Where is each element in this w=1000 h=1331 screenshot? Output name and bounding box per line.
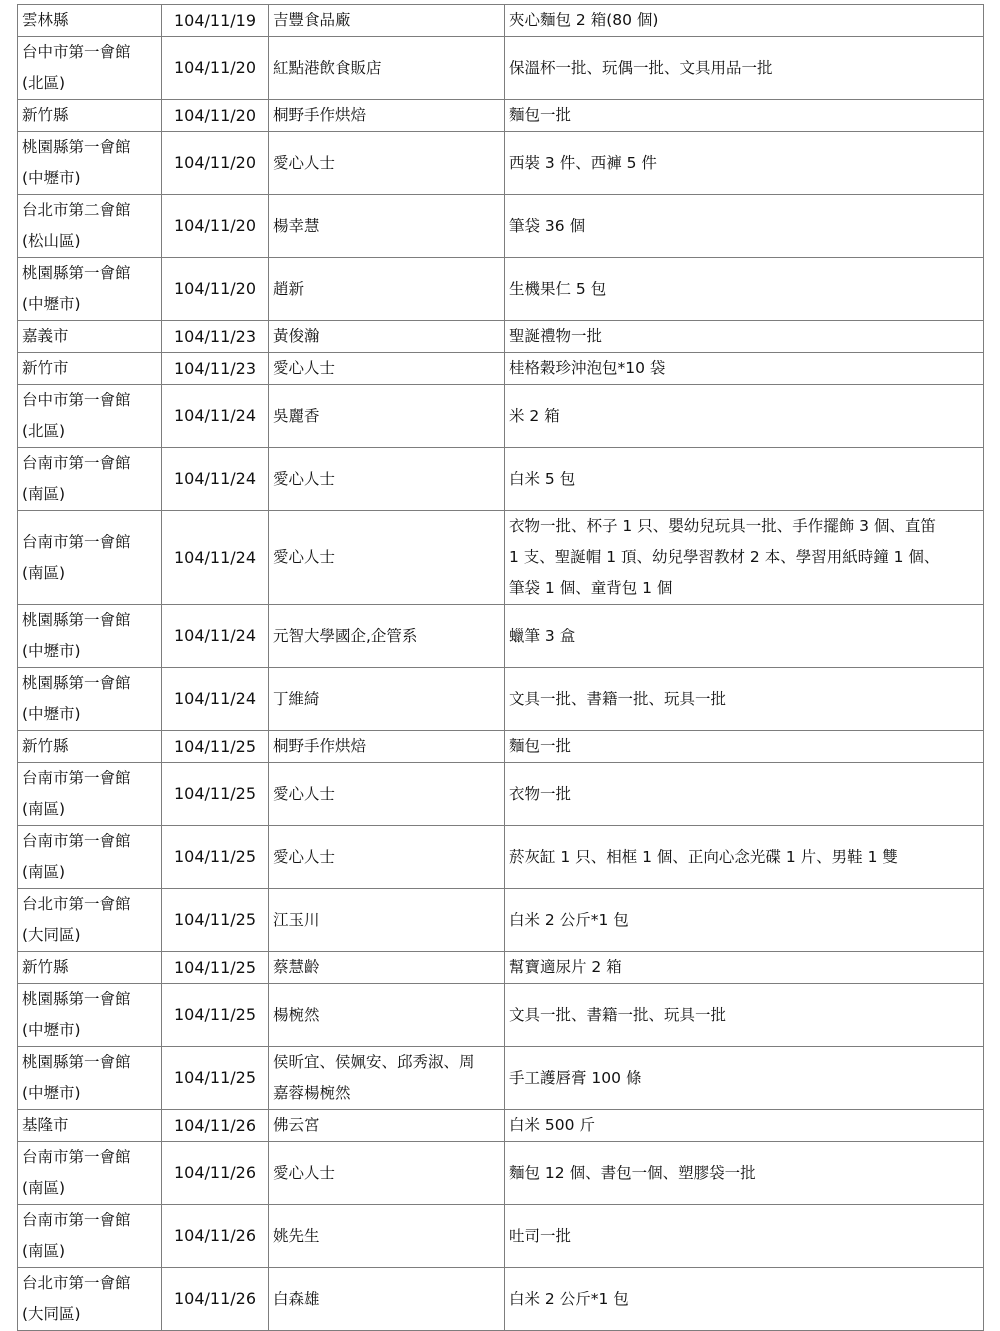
region-line: (南區) — [22, 863, 66, 881]
region-cell — [18, 668, 162, 731]
region-cell — [18, 258, 162, 321]
region-cell — [18, 1205, 162, 1268]
donor-line: 楊椀然 — [273, 1005, 320, 1024]
region-line: (南區) — [22, 563, 66, 582]
donor-cell — [269, 132, 505, 195]
table-row — [18, 826, 984, 889]
items-cell — [505, 1142, 984, 1205]
items-line: 白米 500 斤 — [509, 1116, 595, 1134]
items-line: 吐司一批 — [509, 1226, 572, 1245]
items-line: 手工護唇膏 100 條 — [509, 1068, 642, 1087]
region-line: 新竹縣 — [22, 958, 69, 976]
region-line: (中壢市) — [22, 705, 81, 723]
region-cell — [18, 605, 162, 668]
donor-line: 愛心人士 — [273, 359, 336, 377]
items-line: 筆袋 1 個、童背包 1 個 — [509, 579, 673, 597]
region-line: 桃園縣第一會館 — [22, 674, 131, 692]
region-line: 桃園縣第一會館 — [22, 264, 131, 282]
table-row — [18, 5, 984, 37]
date-cell: 104/11/25 — [162, 952, 269, 984]
table-row — [18, 984, 984, 1047]
region-cell — [18, 100, 162, 132]
donor-line: 桐野手作烘焙 — [273, 737, 367, 755]
table-row — [18, 321, 984, 353]
date-cell: 104/11/19 — [162, 5, 269, 37]
items-cell — [505, 984, 984, 1047]
date-cell: 104/11/20 — [162, 195, 269, 258]
region-line: (大同區) — [22, 1305, 81, 1323]
date-cell: 104/11/25 — [162, 763, 269, 826]
items-line: 夾心麵包 2 箱(80 個) — [509, 11, 659, 29]
region-line: (南區) — [22, 800, 66, 818]
table-row — [18, 511, 984, 605]
region-line: 桃園縣第一會館 — [22, 1053, 131, 1071]
region-line: 桃園縣第一會館 — [22, 138, 131, 156]
table-row — [18, 258, 984, 321]
items-line: 聖誕禮物一批 — [509, 327, 603, 345]
region-line: (北區) — [22, 74, 66, 92]
region-line: 新竹市 — [22, 359, 69, 377]
donor-line: 愛心人士 — [273, 548, 336, 566]
donor-line: 愛心人士 — [273, 847, 336, 866]
donor-cell — [269, 605, 505, 668]
donor-line: 蔡慧齡 — [273, 958, 320, 976]
region-cell — [18, 952, 162, 984]
region-line: 雲林縣 — [22, 11, 69, 29]
region-line: 新竹縣 — [22, 737, 69, 755]
items-line: 衣物一批、杯子 1 只、嬰幼兒玩具一批、手作擺飾 3 個、直笛 — [509, 517, 936, 535]
items-cell — [505, 731, 984, 763]
donor-cell — [269, 826, 505, 889]
date-cell: 104/11/25 — [162, 1047, 269, 1110]
table-row — [18, 353, 984, 385]
table-row — [18, 889, 984, 952]
donor-line: 黃俊瀚 — [273, 327, 320, 345]
donor-line: 趙新 — [273, 279, 305, 298]
donor-cell — [269, 668, 505, 731]
donor-line: 江玉川 — [273, 910, 320, 929]
donor-cell — [269, 1047, 505, 1110]
date-cell: 104/11/26 — [162, 1110, 269, 1142]
region-line: 桃園縣第一會館 — [22, 990, 131, 1008]
table-row — [18, 1110, 984, 1142]
donor-line: 楊幸慧 — [273, 216, 320, 235]
region-cell — [18, 731, 162, 763]
region-cell — [18, 763, 162, 826]
region-line: 台中市第一會館 — [22, 391, 131, 409]
region-line: (松山區) — [22, 232, 81, 250]
donor-cell — [269, 1110, 505, 1142]
items-line: 1 支、聖誕帽 1 頂、幼兒學習教材 2 本、學習用紙時鐘 1 個、 — [509, 548, 940, 566]
items-cell — [505, 1268, 984, 1331]
region-cell — [18, 353, 162, 385]
donor-cell — [269, 511, 505, 605]
donor-cell — [269, 37, 505, 100]
donor-cell — [269, 258, 505, 321]
region-line: (中壢市) — [22, 295, 81, 313]
table-row — [18, 952, 984, 984]
table-row — [18, 1142, 984, 1205]
items-line: 菸灰缸 1 只、相框 1 個、正向心念光碟 1 片、男鞋 1 雙 — [509, 847, 898, 866]
region-line: 嘉義市 — [22, 327, 69, 345]
items-line: 衣物一批 — [509, 784, 572, 803]
region-cell — [18, 1110, 162, 1142]
region-line: (中壢市) — [22, 1021, 81, 1039]
donor-line: 愛心人士 — [273, 469, 336, 488]
donor-cell — [269, 731, 505, 763]
items-cell — [505, 952, 984, 984]
region-cell — [18, 1268, 162, 1331]
items-cell — [505, 511, 984, 605]
donor-line: 白森雄 — [273, 1289, 320, 1308]
donor-line: 姚先生 — [273, 1226, 320, 1245]
region-line: 台南市第一會館 — [22, 1148, 131, 1166]
date-cell: 104/11/26 — [162, 1268, 269, 1331]
table-row — [18, 385, 984, 448]
donor-cell — [269, 385, 505, 448]
donor-cell — [269, 763, 505, 826]
table-row — [18, 763, 984, 826]
items-cell — [505, 5, 984, 37]
items-line: 桂格穀珍沖泡包*10 袋 — [509, 359, 666, 377]
region-cell — [18, 5, 162, 37]
donor-cell — [269, 889, 505, 952]
table-row — [18, 195, 984, 258]
region-cell — [18, 321, 162, 353]
items-cell — [505, 889, 984, 952]
donor-cell — [269, 353, 505, 385]
table-row — [18, 1205, 984, 1268]
items-line: 生機果仁 5 包 — [509, 279, 607, 298]
date-cell: 104/11/25 — [162, 731, 269, 763]
region-cell — [18, 385, 162, 448]
table-row — [18, 100, 984, 132]
items-cell — [505, 321, 984, 353]
items-cell — [505, 258, 984, 321]
items-line: 蠟筆 3 盒 — [509, 626, 576, 645]
donor-cell — [269, 5, 505, 37]
items-cell — [505, 132, 984, 195]
table-row — [18, 731, 984, 763]
items-line: 文具一批、書籍一批、玩具一批 — [509, 689, 727, 708]
items-line: 白米 2 公斤*1 包 — [509, 1289, 629, 1308]
region-line: (中壢市) — [22, 642, 81, 660]
table-row — [18, 37, 984, 100]
table-row — [18, 132, 984, 195]
donor-line: 愛心人士 — [273, 153, 336, 172]
table-row — [18, 605, 984, 668]
region-line: 台北市第一會館 — [22, 1274, 131, 1292]
items-cell — [505, 826, 984, 889]
date-cell: 104/11/23 — [162, 353, 269, 385]
items-cell — [505, 668, 984, 731]
items-line: 米 2 箱 — [509, 406, 560, 425]
region-line: (北區) — [22, 422, 66, 440]
table-row — [18, 1047, 984, 1110]
region-line: 台中市第一會館 — [22, 43, 131, 61]
donor-line: 桐野手作烘焙 — [273, 106, 367, 124]
table-row — [18, 1268, 984, 1331]
region-cell — [18, 826, 162, 889]
region-line: (中壢市) — [22, 169, 81, 187]
items-line: 麵包一批 — [509, 737, 572, 755]
items-line: 幫寶適尿片 2 箱 — [509, 958, 622, 976]
items-cell — [505, 37, 984, 100]
region-line: (南區) — [22, 1179, 66, 1197]
items-cell — [505, 100, 984, 132]
items-cell — [505, 1205, 984, 1268]
region-line: 台南市第一會館 — [22, 769, 131, 787]
items-line: 西裝 3 件、西褲 5 件 — [509, 153, 657, 172]
items-line: 筆袋 36 個 — [509, 216, 586, 235]
items-cell — [505, 605, 984, 668]
region-line: 台南市第一會館 — [22, 832, 131, 850]
donor-cell — [269, 1205, 505, 1268]
region-line: 台南市第一會館 — [22, 454, 131, 472]
items-cell — [505, 1110, 984, 1142]
region-cell — [18, 1047, 162, 1110]
region-cell — [18, 37, 162, 100]
date-cell: 104/11/24 — [162, 511, 269, 605]
items-line: 文具一批、書籍一批、玩具一批 — [509, 1005, 727, 1024]
region-cell — [18, 1142, 162, 1205]
region-cell — [18, 889, 162, 952]
date-cell: 104/11/25 — [162, 889, 269, 952]
date-cell: 104/11/24 — [162, 448, 269, 511]
donor-line: 吳麗香 — [273, 406, 320, 425]
donor-line: 吉豐食品廠 — [273, 11, 351, 29]
date-cell: 104/11/20 — [162, 37, 269, 100]
region-cell — [18, 132, 162, 195]
donor-cell — [269, 100, 505, 132]
donor-cell — [269, 321, 505, 353]
donor-cell — [269, 984, 505, 1047]
items-line: 麵包一批 — [509, 106, 572, 124]
table-row — [18, 668, 984, 731]
region-cell — [18, 448, 162, 511]
date-cell: 104/11/20 — [162, 132, 269, 195]
donor-line: 元智大學國企,企管系 — [273, 626, 418, 645]
items-cell — [505, 195, 984, 258]
donor-cell — [269, 195, 505, 258]
donor-cell — [269, 1268, 505, 1331]
items-cell — [505, 1047, 984, 1110]
date-cell: 104/11/20 — [162, 258, 269, 321]
date-cell: 104/11/20 — [162, 100, 269, 132]
region-line: 台南市第一會館 — [22, 532, 131, 551]
donor-cell — [269, 1142, 505, 1205]
donor-cell — [269, 952, 505, 984]
region-line: (大同區) — [22, 926, 81, 944]
donor-cell — [269, 448, 505, 511]
items-cell — [505, 763, 984, 826]
donor-line: 愛心人士 — [273, 1163, 336, 1182]
region-cell — [18, 984, 162, 1047]
donor-line: 侯昕宜、侯姵安、邱秀淑、周 — [273, 1053, 475, 1071]
date-cell: 104/11/23 — [162, 321, 269, 353]
date-cell: 104/11/26 — [162, 1205, 269, 1268]
region-line: 桃園縣第一會館 — [22, 611, 131, 629]
items-line: 白米 2 公斤*1 包 — [509, 910, 629, 929]
donor-line: 紅點港飲食販店 — [273, 58, 382, 77]
region-line: 台北市第二會館 — [22, 201, 131, 219]
items-line: 白米 5 包 — [509, 469, 576, 488]
date-cell: 104/11/25 — [162, 826, 269, 889]
region-line: 台南市第一會館 — [22, 1211, 131, 1229]
region-line: 基隆市 — [22, 1116, 69, 1134]
date-cell: 104/11/25 — [162, 984, 269, 1047]
region-line: 新竹縣 — [22, 106, 69, 124]
donor-line: 丁維綺 — [273, 689, 320, 708]
donation-table — [17, 4, 984, 1331]
items-line: 保溫杯一批、玩偶一批、文具用品一批 — [509, 58, 773, 77]
date-cell: 104/11/26 — [162, 1142, 269, 1205]
items-cell — [505, 353, 984, 385]
region-cell — [18, 195, 162, 258]
date-cell: 104/11/24 — [162, 668, 269, 731]
items-line: 麵包 12 個、書包一個、塑膠袋一批 — [509, 1163, 756, 1182]
donor-line: 佛云宮 — [273, 1116, 320, 1134]
region-line: (南區) — [22, 485, 66, 503]
region-line: 台北市第一會館 — [22, 895, 131, 913]
region-cell — [18, 511, 162, 605]
date-cell: 104/11/24 — [162, 385, 269, 448]
table-row — [18, 448, 984, 511]
items-cell — [505, 385, 984, 448]
donor-line: 嘉蓉楊椀然 — [273, 1084, 351, 1102]
donor-line: 愛心人士 — [273, 784, 336, 803]
region-line: (中壢市) — [22, 1084, 81, 1102]
items-cell — [505, 448, 984, 511]
region-line: (南區) — [22, 1242, 66, 1260]
date-cell: 104/11/24 — [162, 605, 269, 668]
table-body — [18, 5, 984, 1331]
